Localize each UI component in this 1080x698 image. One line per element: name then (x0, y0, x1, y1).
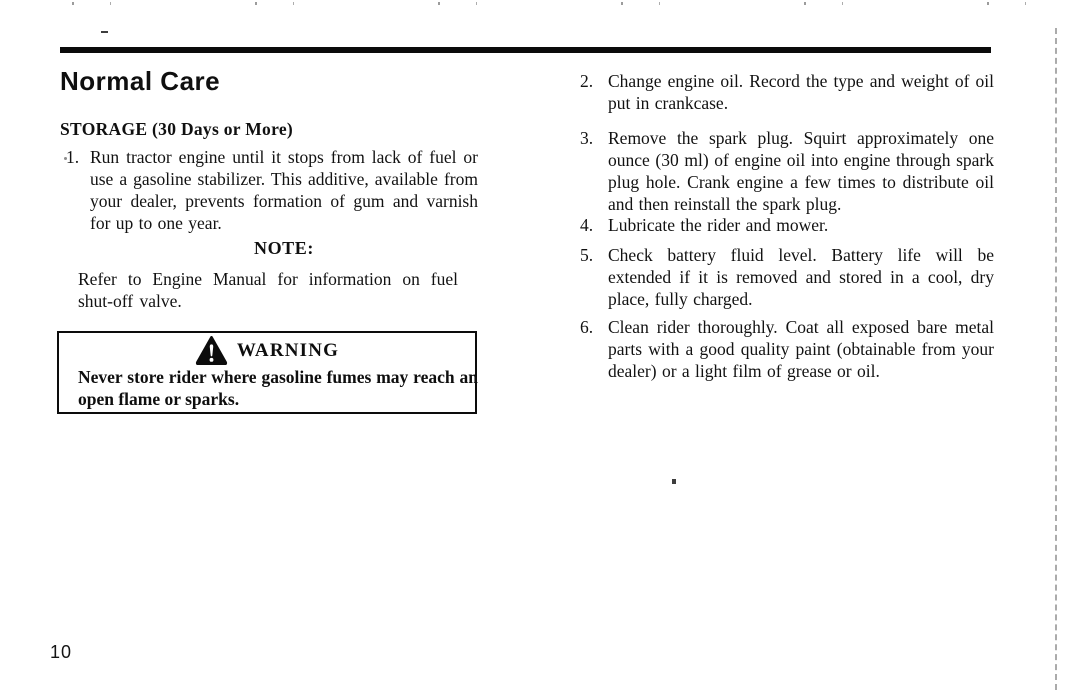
list-item-number: 2. (580, 71, 594, 91)
list-item (580, 316, 994, 382)
warning-box (57, 331, 477, 414)
list-item-number: 6. (580, 317, 594, 337)
scan-gutter-line (1055, 28, 1057, 690)
list-item (66, 146, 478, 234)
warning-label: WARNING (236, 339, 340, 361)
list-item (580, 70, 994, 114)
list-item (580, 214, 994, 236)
note-heading: NOTE: (253, 238, 314, 258)
list-item-number: 1. (66, 147, 80, 167)
list-item-number: 4. (580, 215, 594, 235)
list-item-text: Run tractor engine until it stops from lack of fuel or use a gasoline stabilizer. This additive, available from your dealer, prevents formation of gum and varnish for up to one year. (90, 147, 478, 233)
warning-header (59, 336, 475, 365)
section-heading-storage: STORAGE (30 Days or More) (60, 119, 294, 139)
list-item-number: 5. (580, 245, 594, 265)
list-item-text: Check battery fluid level. Battery life will be extended if it is removed and stored in a cool, dry place, fully charged. (608, 245, 994, 309)
warning-triangle-icon (195, 336, 228, 365)
list-item (580, 244, 994, 310)
warning-text: Never store rider where gasoline fumes may reach an open flame or sparks. (78, 367, 478, 409)
list-item-text: Clean rider thoroughly. Coat all exposed bare metal parts with a good quality paint (obtainable from your dealer) or a light film of grease or oil. (608, 317, 994, 381)
page-title: Normal Care (60, 66, 221, 96)
note-text: Refer to Engine Manual for information on fuel shut-off valve. (78, 269, 458, 311)
header-rule (60, 47, 991, 53)
scan-specks-top (0, 2, 1080, 5)
scan-speck (101, 31, 108, 33)
list-item-number: 3. (580, 128, 594, 148)
scan-speck (672, 479, 676, 484)
list-item-text: Remove the spark plug. Squirt approximately one ounce (30 ml) of engine oil into engine through spark plug hole. Crank engine a few times to distribute oil and then reinstall the spark plug. (608, 128, 994, 214)
list-item (580, 127, 994, 215)
page-number: 10 (50, 642, 73, 662)
list-item-text: Lubricate the rider and mower. (608, 215, 829, 235)
list-item-text: Change engine oil. Record the type and weight of oil put in crankcase. (608, 71, 994, 113)
